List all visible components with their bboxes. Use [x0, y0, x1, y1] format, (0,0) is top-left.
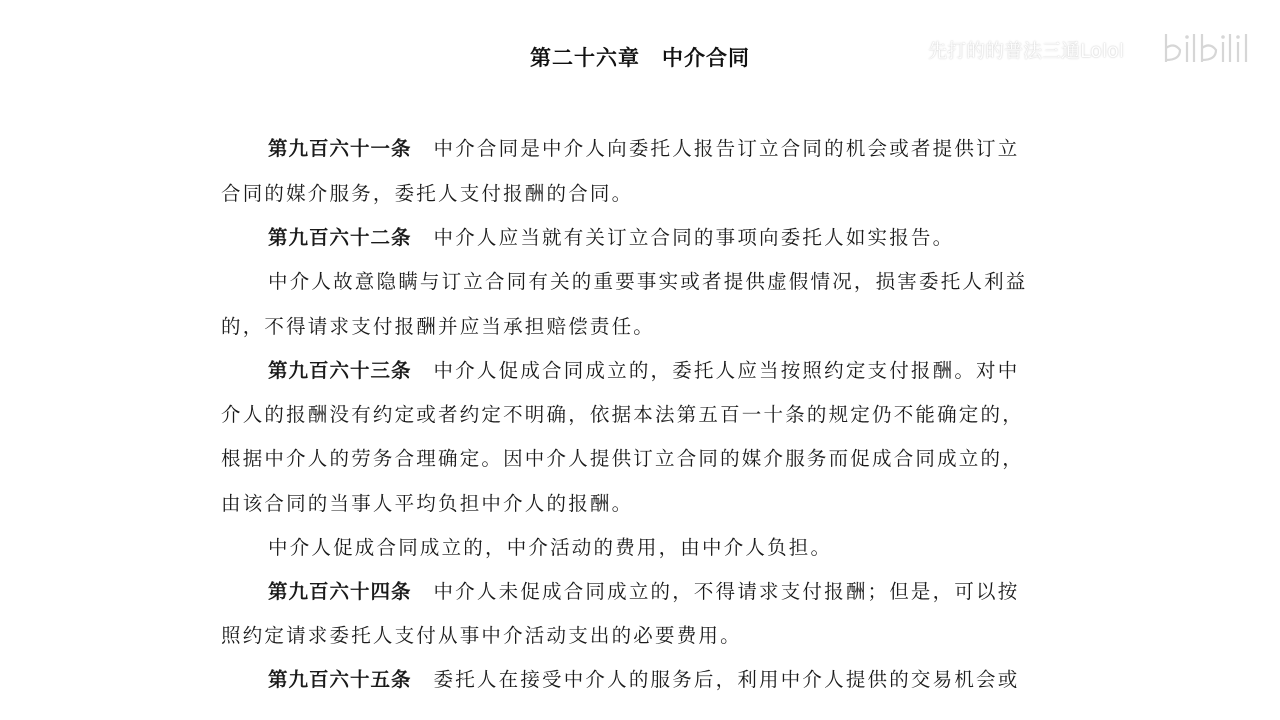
article-line	[268, 133, 1019, 161]
watermark-text: 先打的的普法三通Lolol	[928, 40, 1125, 62]
article-label: 第九百六十一条	[268, 137, 412, 160]
paragraph-line	[268, 532, 832, 560]
article-line	[268, 664, 1019, 692]
article-label: 第九百六十二条	[268, 226, 412, 249]
article-line	[268, 576, 1019, 604]
article-line	[221, 399, 1024, 427]
article-line	[221, 620, 742, 648]
article-text: 中介人未促成合同成立的，不得请求支付报酬；但是，可以按	[433, 580, 1020, 603]
article-text: 合同的媒介服务，委托人支付报酬的合同。	[221, 182, 634, 205]
article-text: 介人的报酬没有约定或者约定不明确，依据本法第五百一十条的规定仍不能确定的，	[221, 403, 1024, 426]
paragraph-line	[268, 266, 1028, 294]
article-text: 根据中介人的劳务合理确定。因中介人提供订立合同的媒介服务而促成合同成立的，	[221, 447, 1024, 470]
article-text: 中介人促成合同成立的，委托人应当按照约定支付报酬。对中	[433, 359, 1020, 382]
article-line	[221, 488, 633, 516]
chapter-title: 第二十六章 中介合同	[530, 46, 750, 70]
paragraph-line	[221, 311, 655, 339]
article-line	[221, 178, 633, 206]
article-label: 第九百六十五条	[268, 668, 412, 691]
article-text: 照约定请求委托人支付从事中介活动支出的必要费用。	[221, 624, 742, 647]
article-label: 第九百六十三条	[268, 359, 412, 382]
paragraph-text: 的，不得请求支付报酬并应当承担赔偿责任。	[221, 315, 656, 338]
article-text: 中介合同是中介人向委托人报告订立合同的机会或者提供订立	[433, 137, 1020, 160]
article-line	[268, 355, 1019, 383]
article-label: 第九百六十四条	[268, 580, 412, 603]
paragraph-text: 中介人促成合同成立的，中介活动的费用，由中介人负担。	[268, 536, 833, 559]
article-text: 中介人应当就有关订立合同的事项向委托人如实报告。	[433, 226, 955, 249]
article-text: 由该合同的当事人平均负担中介人的报酬。	[221, 492, 634, 515]
article-text: 委托人在接受中介人的服务后，利用中介人提供的交易机会或	[433, 668, 1020, 691]
paragraph-text: 中介人故意隐瞒与订立合同有关的重要事实或者提供虚假情况，损害委托人利益	[268, 270, 1028, 293]
article-line	[268, 222, 954, 250]
article-line	[221, 443, 1024, 471]
